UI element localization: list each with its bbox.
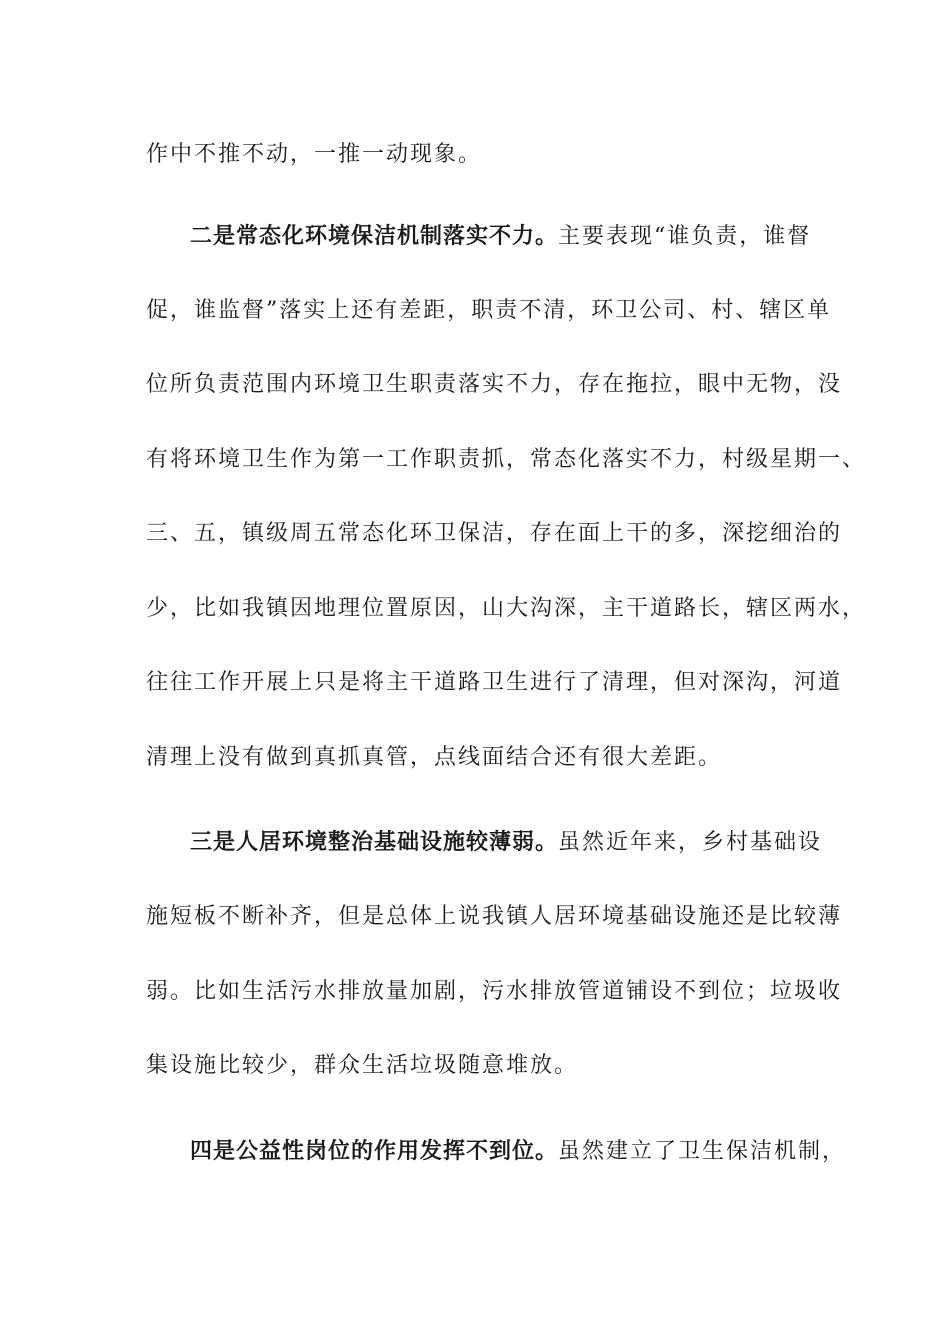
paragraph-first-line: [190, 222, 826, 252]
paragraph-lead: 二是常态化环境保洁机制落实不力。: [190, 224, 559, 249]
paragraph-line: 清理上没有做到真抓真管，点线面结合还有很大差距。: [146, 745, 723, 770]
paragraph-line: 作中不推不动，一推一动现象。: [146, 142, 483, 167]
paragraph-line: 促，谁监督”落实上还有差距，职责不清，环卫公司、村、辖区单: [146, 298, 832, 323]
paragraph-line: 弱。比如生活污水排放量加剧，污水排放管道铺设不到位；垃圾收: [146, 979, 843, 1004]
paragraph-first-line: [190, 1137, 847, 1167]
paragraph-first-line: [190, 828, 826, 858]
paragraph-line: 少，比如我镇因地理位置原因，山大沟深，主干道路长，辖区两水，: [146, 596, 867, 621]
paragraph-line: 三、五，镇级周五常态化环卫保洁，存在面上干的多，深挖细治的: [146, 521, 843, 546]
paragraph-lead: 三是人居环境整治基础设施较薄弱。: [190, 830, 559, 855]
paragraph-line: 有将环境卫生作为第一工作职责抓，常态化落实不力，村级星期一、: [146, 447, 867, 472]
paragraph-line: 往往工作开展上只是将主干道路卫生进行了清理，但对深沟，河道: [146, 670, 843, 695]
paragraph-text: 虽然近年来，乡村基础设: [558, 830, 823, 855]
paragraph-text: 主要表现“谁负责，谁督: [558, 224, 812, 249]
paragraph-line: 集设施比较少，群众生活垃圾随意堆放。: [146, 1053, 579, 1078]
paragraph-line: 施短板不断补齐，但是总体上说我镇人居环境基础设施还是比较薄: [146, 904, 843, 929]
paragraph-line: 位所负责范围内环境卫生职责落实不力，存在拖拉，眼中无物，没: [146, 372, 843, 397]
paragraph-lead: 四是公益性岗位的作用发挥不到位。: [190, 1139, 559, 1164]
paragraph-text: 虽然建立了卫生保洁机制，: [558, 1139, 847, 1164]
